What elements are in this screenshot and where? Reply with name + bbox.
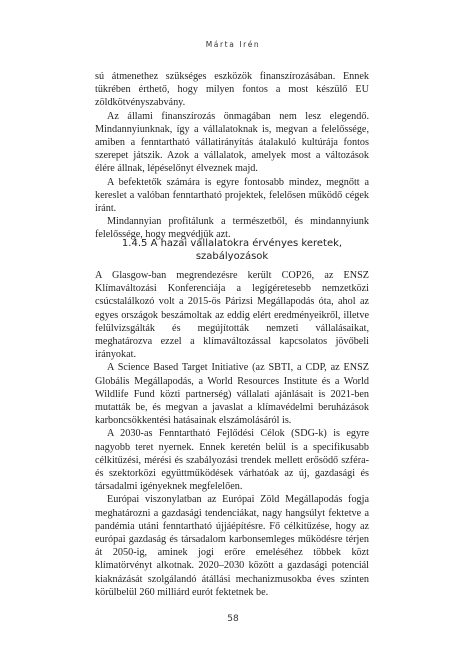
paragraph: Mindannyian profitálunk a természetből, és mindannyiunk felelőssége, hogy megvédjük azt. [95, 216, 369, 241]
intro-text-block [95, 70, 369, 242]
section-number: 1.4.5 [121, 238, 148, 249]
section-heading [95, 237, 369, 263]
paragraph: sú átmenethez szükséges eszközök finanszírozásában. Ennek tükrében érthető, hogy milyen fontos a most készülő EU zöldkötvényszabvány. [95, 71, 369, 109]
section-title-line-1: A hazai vállalatokra érvényes keretek, [150, 238, 343, 249]
paragraph: Az állami finanszírozás önmagában nem lesz elegendő. Mindannyiunknak, így a vállalatoknak is, megvan a felelőssége, amiben a fenntartható vállatirányítás átalakuló kultúrája fontos szerepet játszik. Azok a vállalatok, amelyek most a változások élére állnak, lépéselőnyt élveznek majd. [95, 110, 369, 175]
section-text-block [95, 269, 369, 599]
running-header: Márta Irén [205, 40, 261, 49]
paragraph: A 2030-as Fenntartható Fejlődési Célok (SDG-k) is egyre nagyobb teret nyernek. Ennek keretén belül is a specifikusabb célkitűzési, mérési és szabályozási trendek mellett erősödő szféra- és szektorközi együttműködések várhatóak az új, gazdasági és társadalmi igényeknek megfelelően. [95, 428, 369, 493]
paragraph: A befektetők számára is egyre fontosabb mindez, megnőtt a kereslet a valóban fenntartható projektek, felelősen működő cégek iránt. [95, 176, 369, 215]
section-heading-line-1 [95, 237, 369, 250]
section-title-line-2: szabályozások [195, 251, 269, 262]
paragraph: A Glasgow-ban megrendezésre került COP26, az ENSZ Klímaváltozási Konferenciája a legígéretesebb nemzetközi csúcstalálkozó volt a 2015-ös Párizsi Megállapodás óta, ahol az egyes országok beszámoltak az eddig elért eredményeikről, illetve felülvizsgálták és megújították nemzeti vállalásaikat, meghatározva ezzel a klímaváltozással kapcsolatos jövőbeli irányokat. [95, 270, 369, 361]
paragraph: A Science Based Target Initiative (az SBTI, a CDP, az ENSZ Globális Megállapodás, a World Resources Institute és a World Wildlife Fund közti partnerség) vállalati ajánlásait is 2021-ben mutatták be, és megvan a javaslat a klímavédelmi beruházások karboncsökkentési hatásainak elszámolásáról is. [95, 362, 369, 427]
paragraph: Európai viszonylatban az Európai Zöld Megállapodás fogja meghatározni a gazdasági tendenciákat, nagy hangsúlyt fektetve a pandémia utáni fenntartható újjáépítésre. Fő célkitűzése, hogy az európai gazdaság és társadalom karbonsemleges működésre térjen át 2050-ig, aminek jogi erőre emeléséhez többek közt klímatörvényt alkotnak. 2020–2030 között a gazdasági potenciál kiaknázását szolgálandó átállási mechanizmusokba éves szinten körülbelül 260 milliárd eurót fektetnek be. [95, 494, 369, 598]
page-number: 58 [227, 614, 239, 624]
